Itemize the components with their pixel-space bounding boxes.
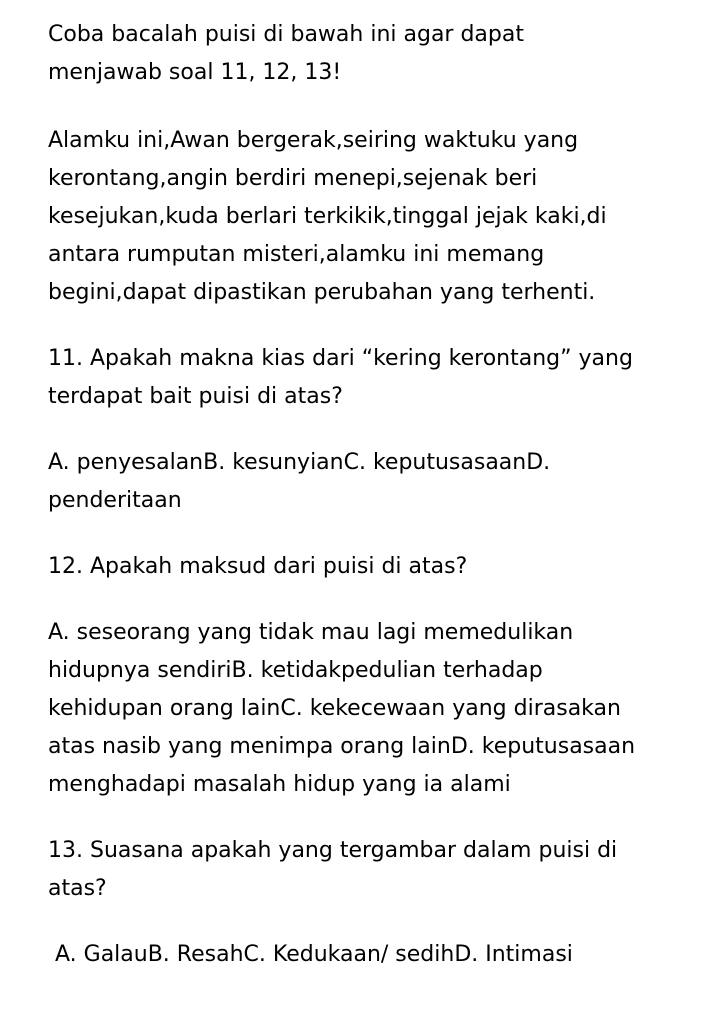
option-line: hidupnya sendiriB. ketidakpedulian terhadap (48, 658, 543, 683)
question-13-text: 13. Suasana apakah yang tergambar dalam puisi di (48, 838, 618, 863)
poem-line: antara rumputan misteri,alamku ini memang (48, 242, 545, 267)
question-11-text: terdapat bait puisi di atas? (48, 384, 343, 409)
option-line: A. seseorang yang tidak mau lagi memedulikan (48, 620, 574, 645)
instruction-line: menjawab soal 11, 12, 13! (48, 60, 342, 85)
question-13-options (48, 936, 680, 974)
question-11-options (48, 444, 680, 520)
option-line: kehidupan orang lainC. kekecewaan yang dirasakan (48, 696, 621, 721)
poem-paragraph (48, 122, 680, 312)
option-line: penderitaan (48, 488, 182, 513)
option-line: menghadapi masalah hidup yang ia alami (48, 772, 511, 797)
question-12-options (48, 614, 680, 804)
question-12 (48, 548, 680, 586)
option-line: atas nasib yang menimpa orang lainD. keputusasaan (48, 734, 636, 759)
option-line: A. penyesalanB. kesunyianC. keputusasaanD. (48, 450, 551, 475)
question-11-text: 11. Apakah makna kias dari “kering kerontang” yang (48, 346, 633, 371)
instruction-line: Coba bacalah puisi di bawah ini agar dapat (48, 22, 524, 47)
question-13-text: atas? (48, 876, 107, 901)
question-13 (48, 832, 680, 908)
question-12-text: 12. Apakah maksud dari puisi di atas? (48, 554, 468, 579)
poem-line: kesejukan,kuda berlari terkikik,tinggal jejak kaki,di (48, 204, 607, 229)
question-11 (48, 340, 680, 416)
instruction-paragraph (48, 16, 680, 92)
poem-line: kerontang,angin berdiri menepi,sejenak beri (48, 166, 538, 191)
option-line: A. GalauB. ResahC. Kedukaan/ sedihD. Intimasi (55, 942, 573, 967)
poem-line: Alamku ini,Awan bergerak,seiring waktuku yang (48, 128, 579, 153)
document (48, 16, 680, 974)
poem-line: begini,dapat dipastikan perubahan yang terhenti. (48, 280, 596, 305)
